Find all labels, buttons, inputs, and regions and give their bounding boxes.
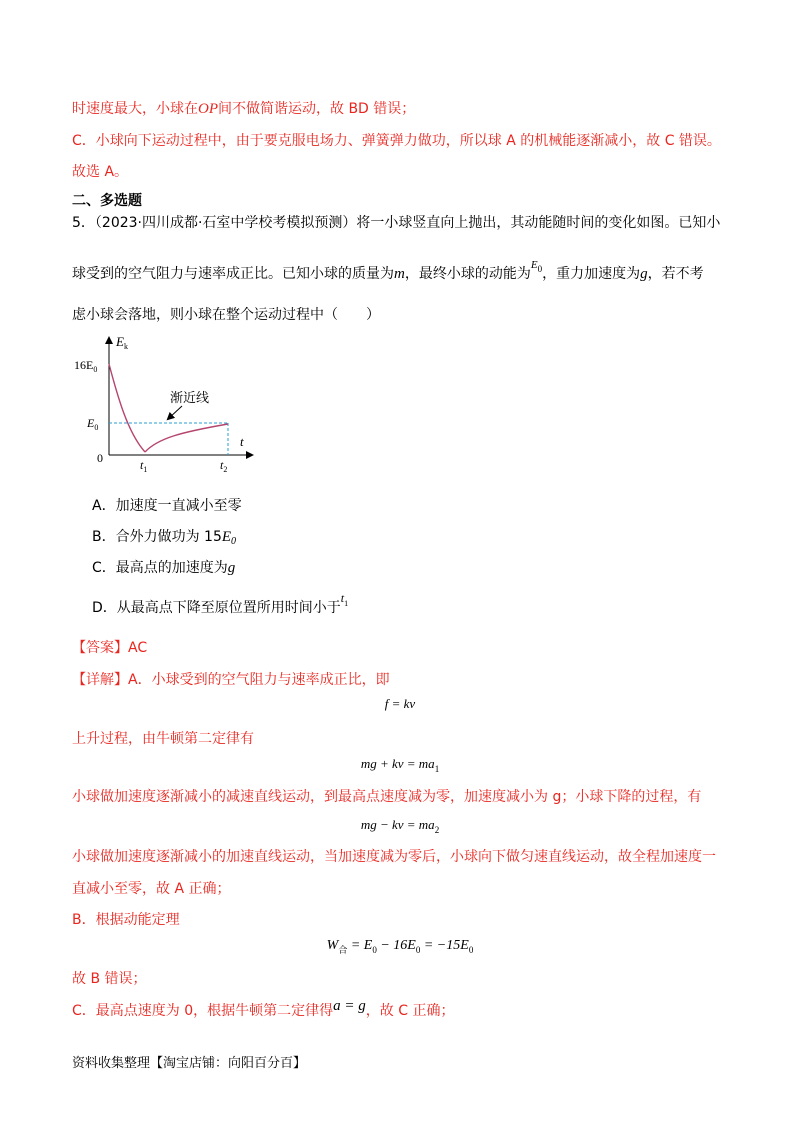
final-ke-symbol — [530, 259, 543, 274]
prev-line-3: 故选 A。 — [72, 164, 129, 180]
equation-4 — [0, 938, 800, 954]
tick-16E0: $16E_0$ — [74, 358, 98, 374]
mass-symbol: m — [394, 266, 405, 282]
option-c-g: g — [227, 560, 236, 576]
detail-para-2a: 小球做加速度逐渐减小的加速直线运动，当加速度减为零后，小球向下做匀速直线运动，故全程加速度一 — [72, 849, 716, 865]
gravity-symbol: g — [640, 266, 648, 282]
detail-rising: 上升过程，由牛顿第二定律有 — [72, 731, 254, 747]
equation-4-part-1: = E — [347, 938, 373, 953]
answer-value: AC — [128, 640, 148, 656]
tick-t1: $t_1$ — [140, 458, 148, 474]
x-axis-label: t — [240, 434, 244, 449]
origin-label: 0 — [97, 451, 103, 465]
option-b — [92, 527, 236, 549]
question-line-3: 虑小球会落地，则小球在整个运动过程中（ ） — [72, 307, 380, 323]
final-ke-E: E — [530, 259, 538, 271]
option-d-t: t — [340, 591, 345, 605]
equation-3-sub: 2 — [434, 825, 440, 835]
y-axis-label: $E_k$ — [116, 334, 128, 351]
equation-3 — [0, 817, 800, 833]
detail-part-c-text-b: ，故 C 正确； — [365, 1003, 455, 1019]
tick-E0: $E_0$ — [87, 416, 99, 432]
question-line-2-text-c: ，重力加速度为 — [542, 266, 641, 282]
tick-t2: $t_2$ — [220, 458, 228, 474]
answer-tag: 【答案】 — [72, 640, 128, 656]
question-line-2-text-d: ，若不考 — [647, 266, 704, 282]
equation-4-sub-2: 0 — [415, 945, 421, 955]
option-b-E: E — [221, 529, 232, 545]
page-footer: 资料收集整理【淘宝店铺：向阳百分百】 — [72, 1056, 307, 1071]
question-line-2-text-a: 球受到的空气阻力与速率成正比。已知小球的质量为 — [72, 266, 394, 282]
asymptote-arrow — [168, 406, 182, 419]
final-ke-sub: 0 — [537, 264, 543, 274]
equation-4-part-2: − 16E — [376, 938, 416, 953]
detail-b-conclusion: 故 B 错误； — [72, 971, 147, 987]
prev-line-2: C．小球向下运动过程中，由于要克服电场力、弹簧弹力做功，所以球 A 的机械能逐渐减小，故 C 错误。 — [72, 133, 721, 149]
detail-para-2b: 直减小至零，故 A 正确； — [72, 881, 231, 897]
question-line-2-text-b: ，最终小球的动能为 — [404, 266, 531, 282]
equation-2-main: mg + kv = ma — [360, 756, 435, 771]
prev-line-1-text-a: 时速度最大，小球在 — [72, 101, 198, 117]
answer-line — [72, 638, 147, 658]
question-line-1: 5．（2023·四川成都·石室中学校考模拟预测）将一小球竖直向上抛出，其动能随时间的变化如图。已知小 — [72, 215, 721, 231]
equation-1: f = kv — [384, 696, 416, 711]
option-d-t1 — [340, 591, 349, 608]
section-heading: 二、多选题 — [72, 193, 142, 209]
falling-phase-curve — [145, 424, 228, 452]
option-c-text: C．最高点的加速度为 — [92, 560, 228, 576]
asymptote-label: 渐近线 — [170, 390, 210, 405]
detail-tag: 【详解】 — [72, 672, 128, 688]
detail-part-b: B．根据动能定理 — [72, 912, 180, 928]
detail-part-c — [72, 998, 455, 1021]
detail-part-c-equation: a = g — [333, 998, 366, 1014]
option-b-text: B．合外力做功为 15 — [92, 529, 222, 545]
option-d — [92, 591, 349, 620]
equation-4-sub-3: 0 — [468, 945, 474, 955]
detail-intro — [72, 670, 390, 690]
equation-4-sub-1: 0 — [372, 945, 377, 955]
option-d-t-sub: 1 — [344, 599, 349, 608]
equation-2 — [0, 756, 800, 772]
equation-3-main: mg − kv = ma — [360, 817, 435, 832]
equation-4-part-3: = −15E — [420, 938, 469, 953]
equation-4-W-sub: 合 — [338, 946, 348, 956]
op-symbol: OP — [198, 101, 218, 117]
prev-line-1-text-b: 间不做简谐运动，故 BD 错误； — [218, 101, 416, 117]
option-a: A．加速度一直减小至零 — [92, 498, 242, 514]
option-b-sub: 0 — [231, 536, 237, 547]
kinetic-energy-graph — [70, 330, 260, 475]
question-line-2 — [72, 259, 704, 285]
equation-4-W: W — [326, 938, 339, 953]
rising-phase-curve — [109, 364, 145, 452]
detail-intro-text: A．小球受到的空气阻力与速率成正比，即 — [128, 672, 390, 688]
option-d-text: D．从最高点下降至原位置所用时间小于 — [92, 600, 341, 616]
option-c — [92, 558, 235, 578]
detail-para-1: 小球做加速度逐渐减小的减速直线运动，到最高点速度减为零，加速度减小为 g；小球下降的过程，有 — [72, 789, 702, 805]
equation-2-sub: 1 — [434, 764, 440, 774]
detail-part-c-text-a: C．最高点速度为 0，根据牛顿第二定律得 — [72, 1003, 334, 1019]
prev-line-1 — [72, 99, 415, 119]
